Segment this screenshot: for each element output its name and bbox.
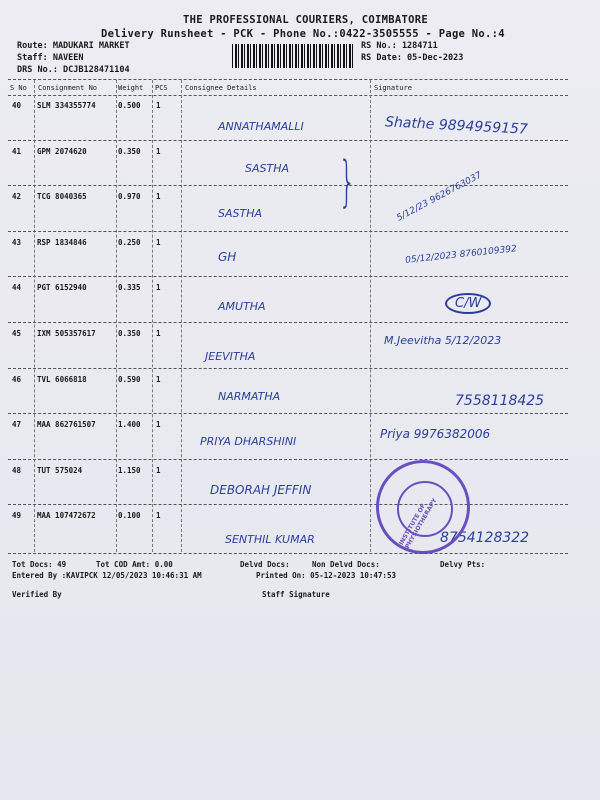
- runsheet-subtitle: Delivery Runsheet - PCK - Phone No.:0422-3505555 - Page No.:4: [101, 28, 505, 40]
- row-weight: 0.590: [118, 375, 141, 384]
- staff-label: Staff: NAVEEN: [17, 53, 84, 63]
- row-pcs: 1: [156, 147, 161, 156]
- row-divider: [8, 231, 568, 232]
- handwritten-signature: 8754128322: [440, 530, 530, 546]
- row-divider: [8, 185, 568, 186]
- col-sno: S No: [10, 84, 27, 92]
- row-weight: 0.100: [118, 511, 141, 520]
- col-weight: Weight: [118, 84, 144, 92]
- row-pcs: 1: [156, 238, 161, 247]
- row-pcs: 1: [156, 420, 161, 429]
- company-title: THE PROFESSIONAL COURIERS, COIMBATORE: [183, 14, 428, 26]
- row-consignment-no: MAA 107472672: [37, 511, 96, 520]
- barcode: [232, 44, 354, 68]
- handwritten-consignee: SENTHIL KUMAR: [225, 533, 315, 546]
- handwritten-consignee: DEBORAH JEFFIN: [210, 483, 312, 497]
- header-bottom-rule: [8, 95, 568, 96]
- col-sep: [34, 80, 35, 552]
- row-consignment-no: RSP 1834846: [37, 238, 87, 247]
- row-sno: 41: [12, 147, 22, 156]
- row-consignment-no: PGT 6152940: [37, 283, 87, 292]
- row-divider: [8, 322, 568, 323]
- row-divider: [8, 276, 568, 277]
- route-label: Route: MADUKARI MARKET: [17, 41, 130, 51]
- col-sep: [181, 80, 182, 552]
- row-pcs: 1: [156, 329, 161, 338]
- physiotherapy-stamp: [376, 460, 470, 554]
- row-consignment-no: TVL 6066818: [37, 375, 87, 384]
- col-sep: [370, 80, 371, 552]
- staff-signature: Staff Signature: [262, 590, 330, 599]
- row-pcs: 1: [156, 101, 161, 110]
- row-weight: 0.350: [118, 147, 141, 156]
- row-sno: 40: [12, 101, 22, 110]
- rs-number: RS No.: 1284711: [361, 41, 438, 51]
- row-consignment-no: SLM 334355774: [37, 101, 96, 110]
- row-pcs: 1: [156, 192, 161, 201]
- row-sno: 43: [12, 238, 22, 247]
- verified-by: Verified By: [12, 590, 62, 599]
- handwritten-signature: C/W: [445, 293, 491, 314]
- stamp-text: INSTITUTE OF PHYSIOTHERAPY: [397, 497, 439, 550]
- row-sno: 46: [12, 375, 22, 384]
- footer-rule: [8, 553, 568, 554]
- handwritten-signature: Priya 9976382006: [380, 427, 491, 441]
- non-delivered-docs: Non Delvd Docs:: [312, 560, 380, 569]
- row-divider: [8, 368, 568, 369]
- row-sno: 48: [12, 466, 22, 475]
- handwritten-signature: 05/12/2023 8760109392: [404, 244, 518, 266]
- handwritten-signature: Shathe 9894959157: [384, 114, 529, 138]
- row-consignment-no: TCG 8040365: [37, 192, 87, 201]
- delivered-docs: Delvd Docs:: [240, 560, 290, 569]
- handwritten-consignee: SASTHA: [245, 162, 290, 175]
- entered-by: Entered By :KAVIPCK 12/05/2023 10:46:31 AM: [12, 571, 202, 580]
- handwritten-signature: M.Jeevitha 5/12/2023: [384, 334, 502, 347]
- handwritten-consignee: JEEVITHA: [205, 350, 256, 363]
- row-consignment-no: MAA 862761507: [37, 420, 96, 429]
- col-pcs: PCS: [155, 84, 168, 92]
- row-pcs: 1: [156, 466, 161, 475]
- printed-on: Printed On: 05-12-2023 10:47:53: [256, 571, 396, 580]
- row-divider: [8, 459, 568, 460]
- row-pcs: 1: [156, 511, 161, 520]
- row-sno: 45: [12, 329, 22, 338]
- col-signature: Signature: [374, 84, 412, 92]
- row-consignment-no: TUT 575024: [37, 466, 83, 475]
- handwritten-signature: 5/12/23 9626763037: [395, 170, 484, 224]
- row-divider: [8, 504, 568, 505]
- col-consignee: Consignee Details: [185, 84, 257, 92]
- row-weight: 0.335: [118, 283, 141, 292]
- row-consignment-no: IXM 505357617: [37, 329, 96, 338]
- header-top-rule: [8, 79, 568, 80]
- handwritten-consignee: AMUTHA: [218, 300, 266, 313]
- handwritten-signature: 7558118425: [455, 393, 545, 409]
- row-weight: 0.250: [118, 238, 141, 247]
- col-sep: [116, 80, 117, 552]
- col-sep: [152, 80, 153, 552]
- row-sno: 49: [12, 511, 22, 520]
- drs-number: DRS No.: DCJB128471104: [17, 65, 130, 75]
- col-consignment: Consignment No: [38, 84, 98, 92]
- brace-mark: }: [338, 150, 356, 213]
- handwritten-consignee: SASTHA: [218, 207, 263, 220]
- row-weight: 0.970: [118, 192, 141, 201]
- delivery-points: Delvy Pts:: [440, 560, 486, 569]
- row-weight: 1.150: [118, 466, 141, 475]
- row-divider: [8, 413, 568, 414]
- handwritten-consignee: PRIYA DHARSHINI: [200, 435, 297, 448]
- row-sno: 47: [12, 420, 22, 429]
- row-weight: 0.500: [118, 101, 141, 110]
- row-divider: [8, 140, 568, 141]
- handwritten-consignee: GH: [218, 250, 237, 264]
- rs-date: RS Date: 05-Dec-2023: [361, 53, 464, 63]
- row-sno: 44: [12, 283, 22, 292]
- row-consignment-no: GPM 2074620: [37, 147, 87, 156]
- total-cod: Tot COD Amt: 0.00: [96, 560, 173, 569]
- row-weight: 0.350: [118, 329, 141, 338]
- total-docs: Tot Docs: 49: [12, 560, 67, 569]
- handwritten-consignee: ANNATHAMALLI: [218, 120, 304, 133]
- row-sno: 42: [12, 192, 22, 201]
- handwritten-consignee: NARMATHA: [218, 390, 281, 403]
- row-pcs: 1: [156, 283, 161, 292]
- row-pcs: 1: [156, 375, 161, 384]
- row-weight: 1.400: [118, 420, 141, 429]
